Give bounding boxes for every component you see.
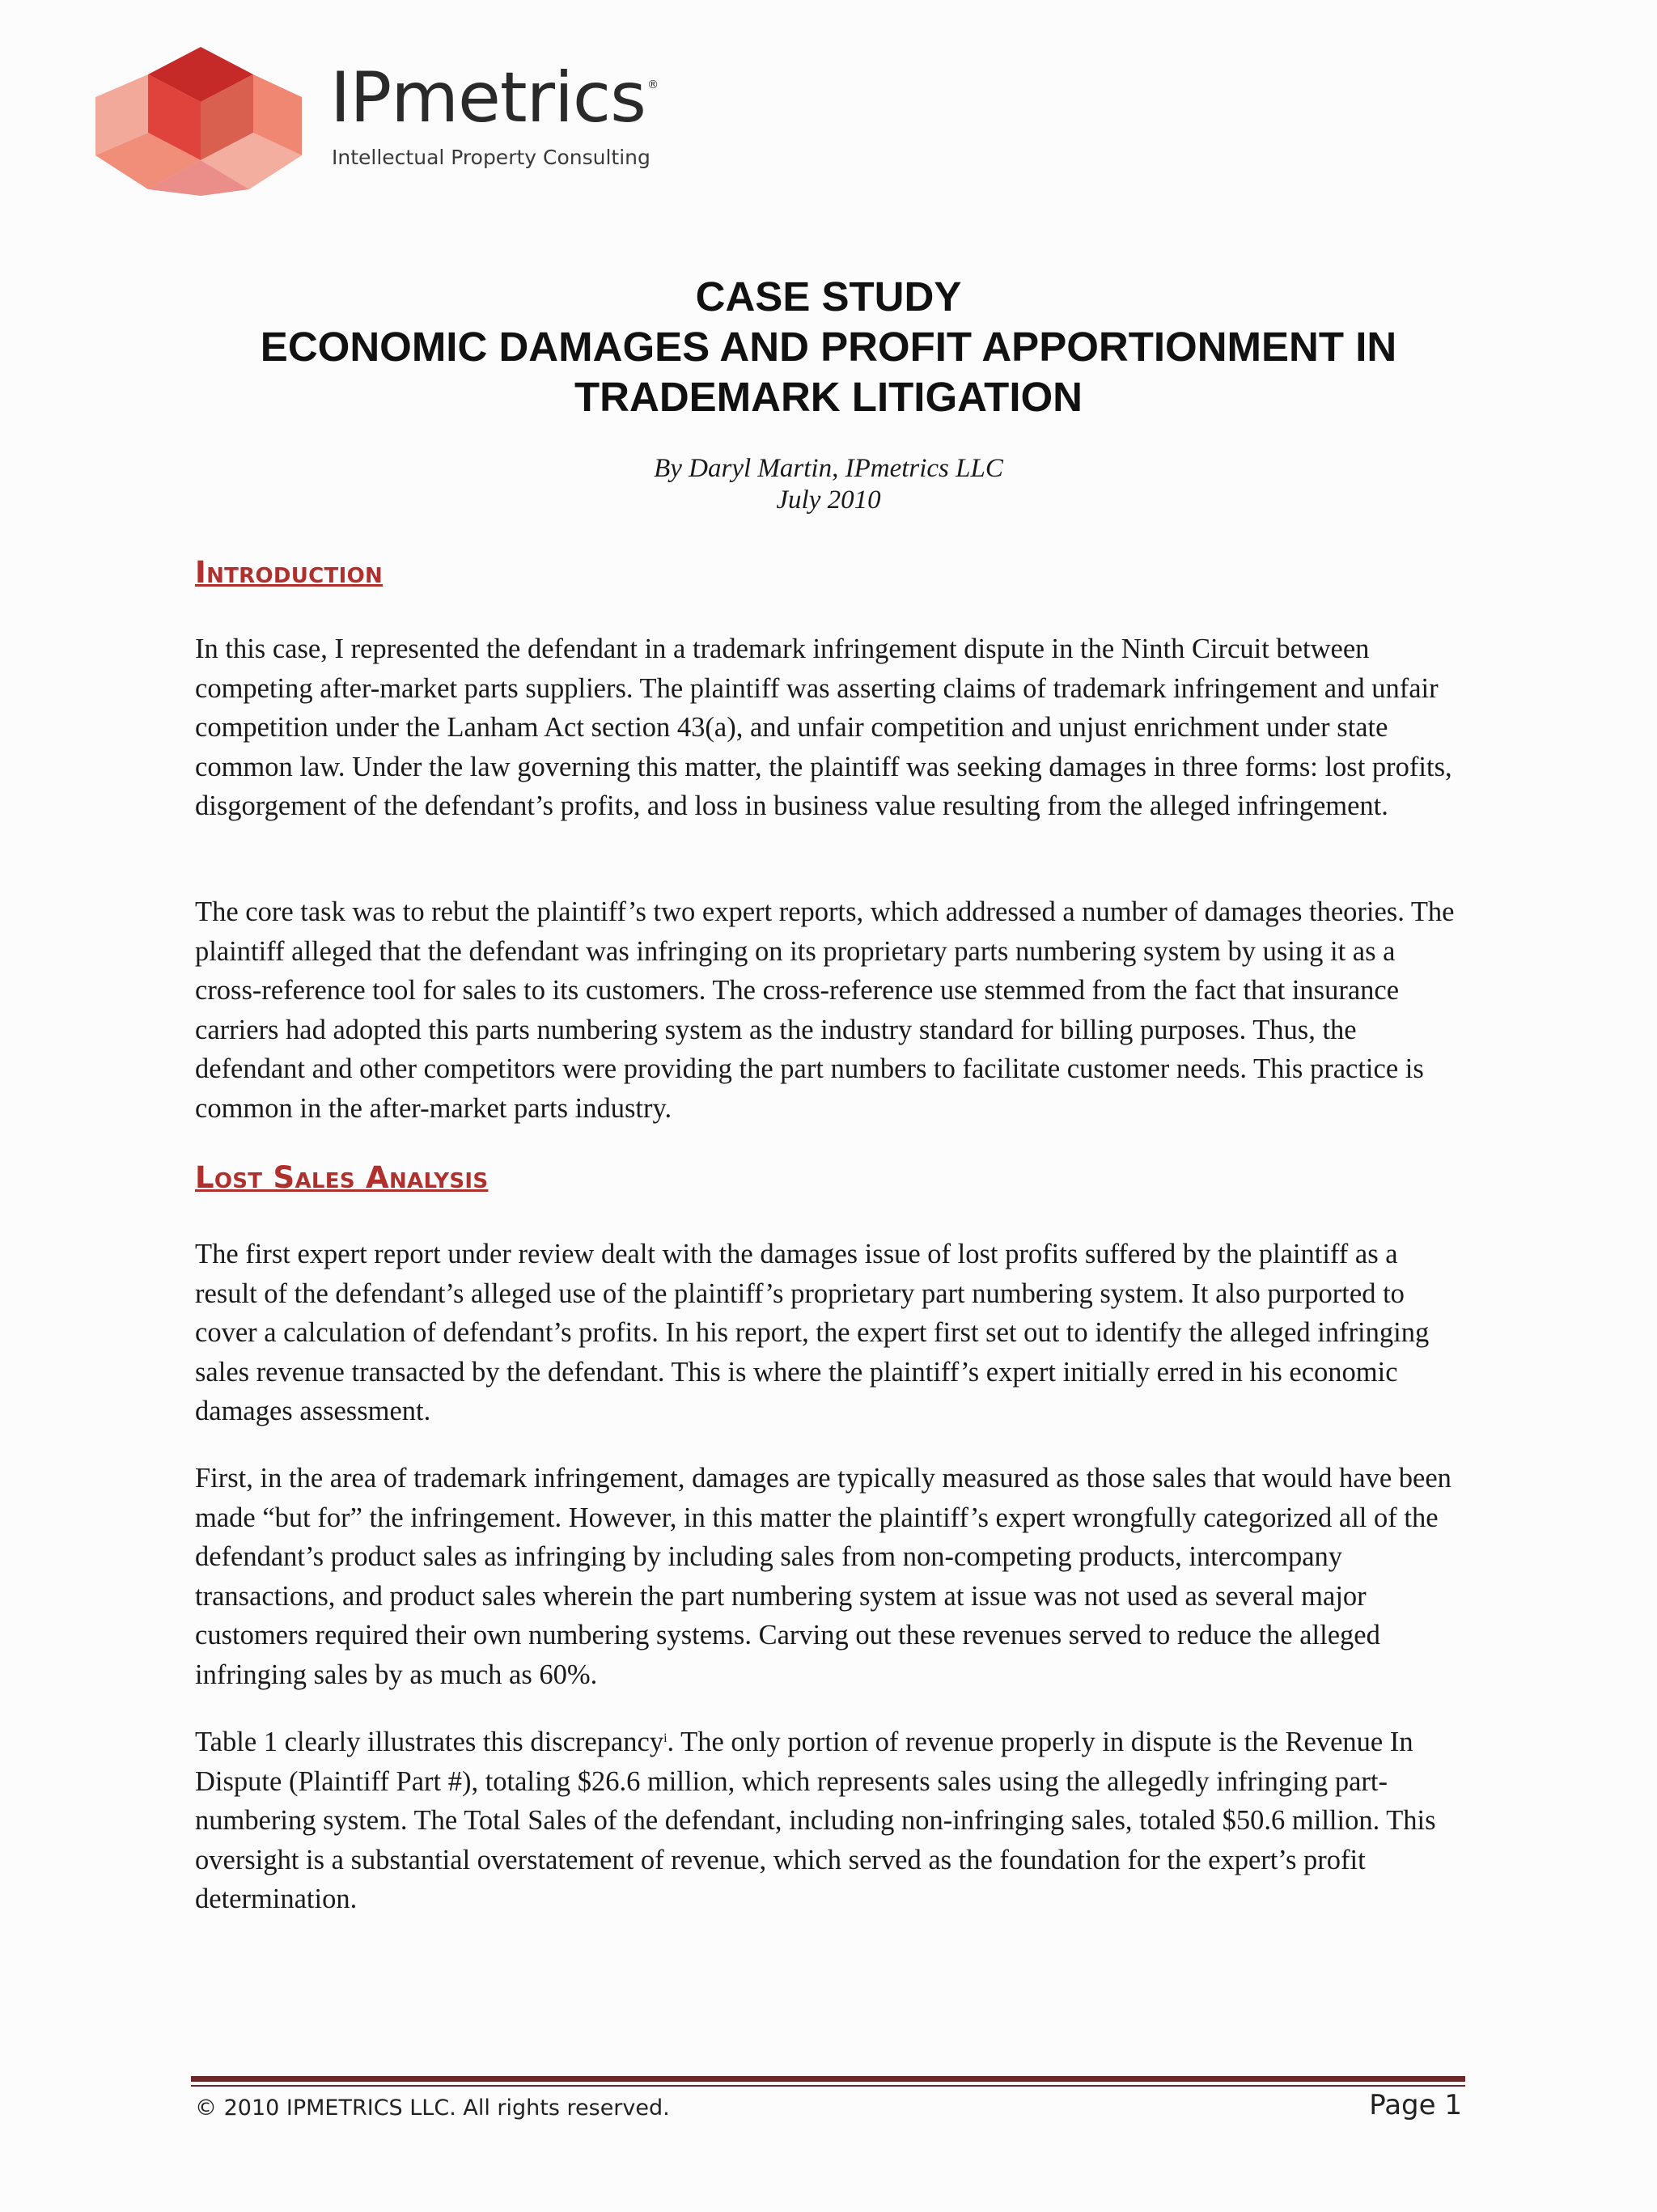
- ipmetrics-logo-icon: [95, 47, 306, 196]
- brand-name: IPmetrics ®: [330, 57, 658, 138]
- copyright-notice: © 2010 IPMETRICS LLC. All rights reserved.: [195, 2095, 670, 2121]
- introduction-heading: Introduction: [195, 555, 384, 590]
- title-line-2: ECONOMIC DAMAGES AND PROFIT APPORTIONMENT IN: [260, 324, 1397, 370]
- footer-rule-thin: [191, 2085, 1465, 2087]
- footnote-marker[interactable]: i: [663, 1731, 667, 1745]
- registered-mark: ®: [646, 78, 658, 91]
- introduction-paragraph-1: In this case, I represented the defendant in a trademark infringement dispute in the Ninth Circuit between competing after-market parts suppliers. The plaintiff was asserting claims of trademark infringement and unfair competition under the Lanham Act section 43(a), and unfair competition and unjust enrichment under state common law. Under the law governing this matter, the plaintiff was seeking damages in three forms: lost profits, disgorgement of the defendant’s profits, and loss in business value resulting from the alleged infringement.: [195, 634, 1452, 821]
- page-number: Page 1: [1369, 2089, 1462, 2121]
- brand-tagline: Intellectual Property Consulting: [332, 146, 651, 169]
- byline-author: By Daryl Martin, IPmetrics LLC: [654, 454, 1003, 483]
- lost-sales-paragraph-2: First, in the area of trademark infringement, damages are typically measured as those sales that would have been made “but for” the infringement. However, in this matter the plaintiff’s expert wrongfully categorized all of the defendant’s product sales as infringing by including sales from non-competing products, intercompany transactions, and product sales wherein the part numbering system at issue was not used as several major customers required their own numbering systems. Carving out these revenues served to reduce the alleged infringing sales by as much as 60%.: [195, 1463, 1451, 1690]
- document-title: [0, 272, 1657, 422]
- byline: [0, 453, 1657, 516]
- byline-date: July 2010: [776, 485, 881, 515]
- title-line-1: CASE STUDY: [695, 273, 962, 320]
- footer-rule-thick: [191, 2076, 1465, 2082]
- introduction-paragraph-2: The core task was to rebut the plaintiff’s two expert reports, which addressed a number of damages theories. The plaintiff alleged that the defendant was infringing on its proprietary parts numbering system by using it as a cross-reference tool for sales to its customers. The cross-reference use stemmed from the fact that insurance carriers had adopted this parts numbering system as the industry standard for billing purposes. Thus, the defendant and other competitors were providing the part numbers to facilitate customer needs. This practice is common in the after-market parts industry.: [195, 896, 1455, 1124]
- lost-sales-paragraph-1: The first expert report under review dealt with the damages issue of lost profits suffered by the plaintiff as a result of the defendant’s alleged use of the plaintiff’s proprietary part numbering system. It also purported to cover a calculation of defendant’s profits. In his report, the expert first set out to identify the alleged infringing sales revenue transacted by the defendant. This is where the plaintiff’s expert initially erred in his economic damages assessment.: [195, 1239, 1430, 1426]
- lost-sales-heading: Lost Sales Analysis: [195, 1160, 489, 1195]
- title-line-3: TRADEMARK LITIGATION: [574, 374, 1083, 420]
- lost-sales-paragraph-3: Table 1 clearly illustrates this discrepancy$^i$. The only portion of revenue properly in dispute is the Revenue In Dispute (Plaintiff Part #), totaling $26.6 million, which represents sales using the allegedly infringing part-numbering system. The Total Sales of the defendant, including non-infringing sales, totaled $50.6 million. This oversight is a substantial overstatement of revenue, which served as the foundation for the expert’s profit determination.: [195, 1727, 1436, 1914]
